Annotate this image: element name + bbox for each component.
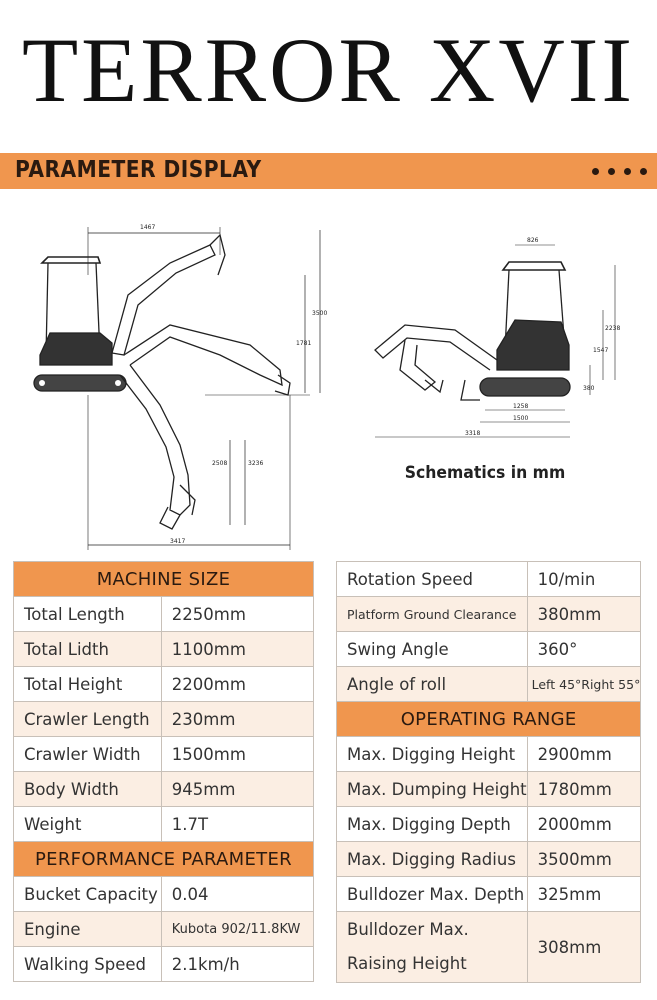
row-label: Max. Digging Depth (337, 807, 528, 842)
row-label: Angle of roll (337, 667, 528, 702)
row-value: 10/min (527, 562, 641, 597)
table-row (14, 947, 314, 982)
schematic-caption: Schematics in mm (404, 463, 566, 483)
row-label: Bulldozer Max. Depth (337, 877, 528, 912)
table-row (14, 702, 314, 737)
row-label: Total Length (14, 597, 162, 632)
row-value: 945mm (161, 772, 313, 807)
front-view-schematic (365, 230, 625, 445)
table-row (14, 912, 314, 947)
table-row (337, 877, 641, 912)
row-label: Crawler Length (14, 702, 162, 737)
row-label-multiline (337, 912, 528, 983)
row-label: Body Width (14, 772, 162, 807)
table-row (337, 667, 641, 702)
front-dim-total: 3318 (465, 430, 481, 437)
side-view-schematic (20, 215, 330, 555)
row-label: Walking Speed (14, 947, 162, 982)
row-label: Total Lidth (14, 632, 162, 667)
row-value: 308mm (527, 912, 641, 983)
row-value: 380mm (527, 597, 641, 632)
table-row (14, 597, 314, 632)
row-label: Total Height (14, 667, 162, 702)
row-value: 1100mm (161, 632, 313, 667)
side-dim-bottom: 3417 (170, 538, 186, 545)
front-dim-height-a: 2238 (605, 325, 621, 332)
row-value: 360° (527, 632, 641, 667)
row-label: Platform Ground Clearance (337, 597, 528, 632)
row-value: Left 45°Right 55° (527, 667, 641, 702)
banner-label: PARAMETER DISPLAY (15, 157, 262, 183)
row-value: 1500mm (161, 737, 313, 772)
table-row (337, 632, 641, 667)
operating-range-heading: OPERATING RANGE (337, 702, 641, 737)
table-row (337, 737, 641, 772)
table-row (337, 562, 641, 597)
row-label: Engine (14, 912, 162, 947)
table-row (337, 772, 641, 807)
row-value: 2250mm (161, 597, 313, 632)
performance-heading: PERFORMANCE PARAMETER (14, 842, 314, 877)
row-value: 3500mm (527, 842, 641, 877)
table-row (337, 807, 641, 842)
table-row (14, 772, 314, 807)
row-value: 230mm (161, 702, 313, 737)
row-value: 2900mm (527, 737, 641, 772)
side-dim-depth-b: 3236 (248, 460, 264, 467)
row-label: Weight (14, 807, 162, 842)
left-spec-table (13, 561, 314, 982)
table-row (14, 632, 314, 667)
table-row (14, 807, 314, 842)
side-dim-top: 1467 (140, 224, 156, 231)
row-label: Max. Dumping Height (337, 772, 528, 807)
table-row (337, 912, 641, 983)
front-dim-clearance: 380 (583, 385, 595, 392)
row-value: 1780mm (527, 772, 641, 807)
side-dim-depth-a: 2508 (212, 460, 228, 467)
front-dim-top: 826 (527, 237, 539, 244)
page-title: TERROR XVII (21, 19, 636, 121)
right-spec-table (336, 561, 641, 983)
row-value: 2.1km/h (161, 947, 313, 982)
row-label: Max. Digging Height (337, 737, 528, 772)
table-row (14, 667, 314, 702)
row-label: Rotation Speed (337, 562, 528, 597)
row-label: Crawler Width (14, 737, 162, 772)
row-label-line1: Bulldozer Max. (347, 920, 469, 939)
table-row (14, 737, 314, 772)
machine-size-heading: MACHINE SIZE (14, 562, 314, 597)
side-dim-height-b: 3500 (312, 310, 328, 317)
table-row (337, 597, 641, 632)
parameter-banner (0, 153, 657, 189)
row-label: Max. Digging Radius (337, 842, 528, 877)
table-row (337, 842, 641, 877)
front-dim-track-b: 1500 (513, 415, 529, 422)
row-value: 2000mm (527, 807, 641, 842)
row-label: Swing Angle (337, 632, 528, 667)
performance-header-row (14, 842, 314, 877)
more-dots-icon (592, 168, 647, 175)
row-value: 1.7T (161, 807, 313, 842)
row-value: Kubota 902/11.8KW (161, 912, 313, 947)
machine-size-header-row (14, 562, 314, 597)
row-value: 0.04 (161, 877, 313, 912)
row-label: Bucket Capacity (14, 877, 162, 912)
front-dim-track-a: 1258 (513, 403, 529, 410)
row-value: 325mm (527, 877, 641, 912)
front-dim-height-b: 1547 (593, 347, 609, 354)
row-label-line2: Raising Height (347, 954, 467, 973)
side-dim-height-a: 1781 (296, 340, 312, 347)
table-row (14, 877, 314, 912)
operating-range-header-row (337, 702, 641, 737)
row-value: 2200mm (161, 667, 313, 702)
